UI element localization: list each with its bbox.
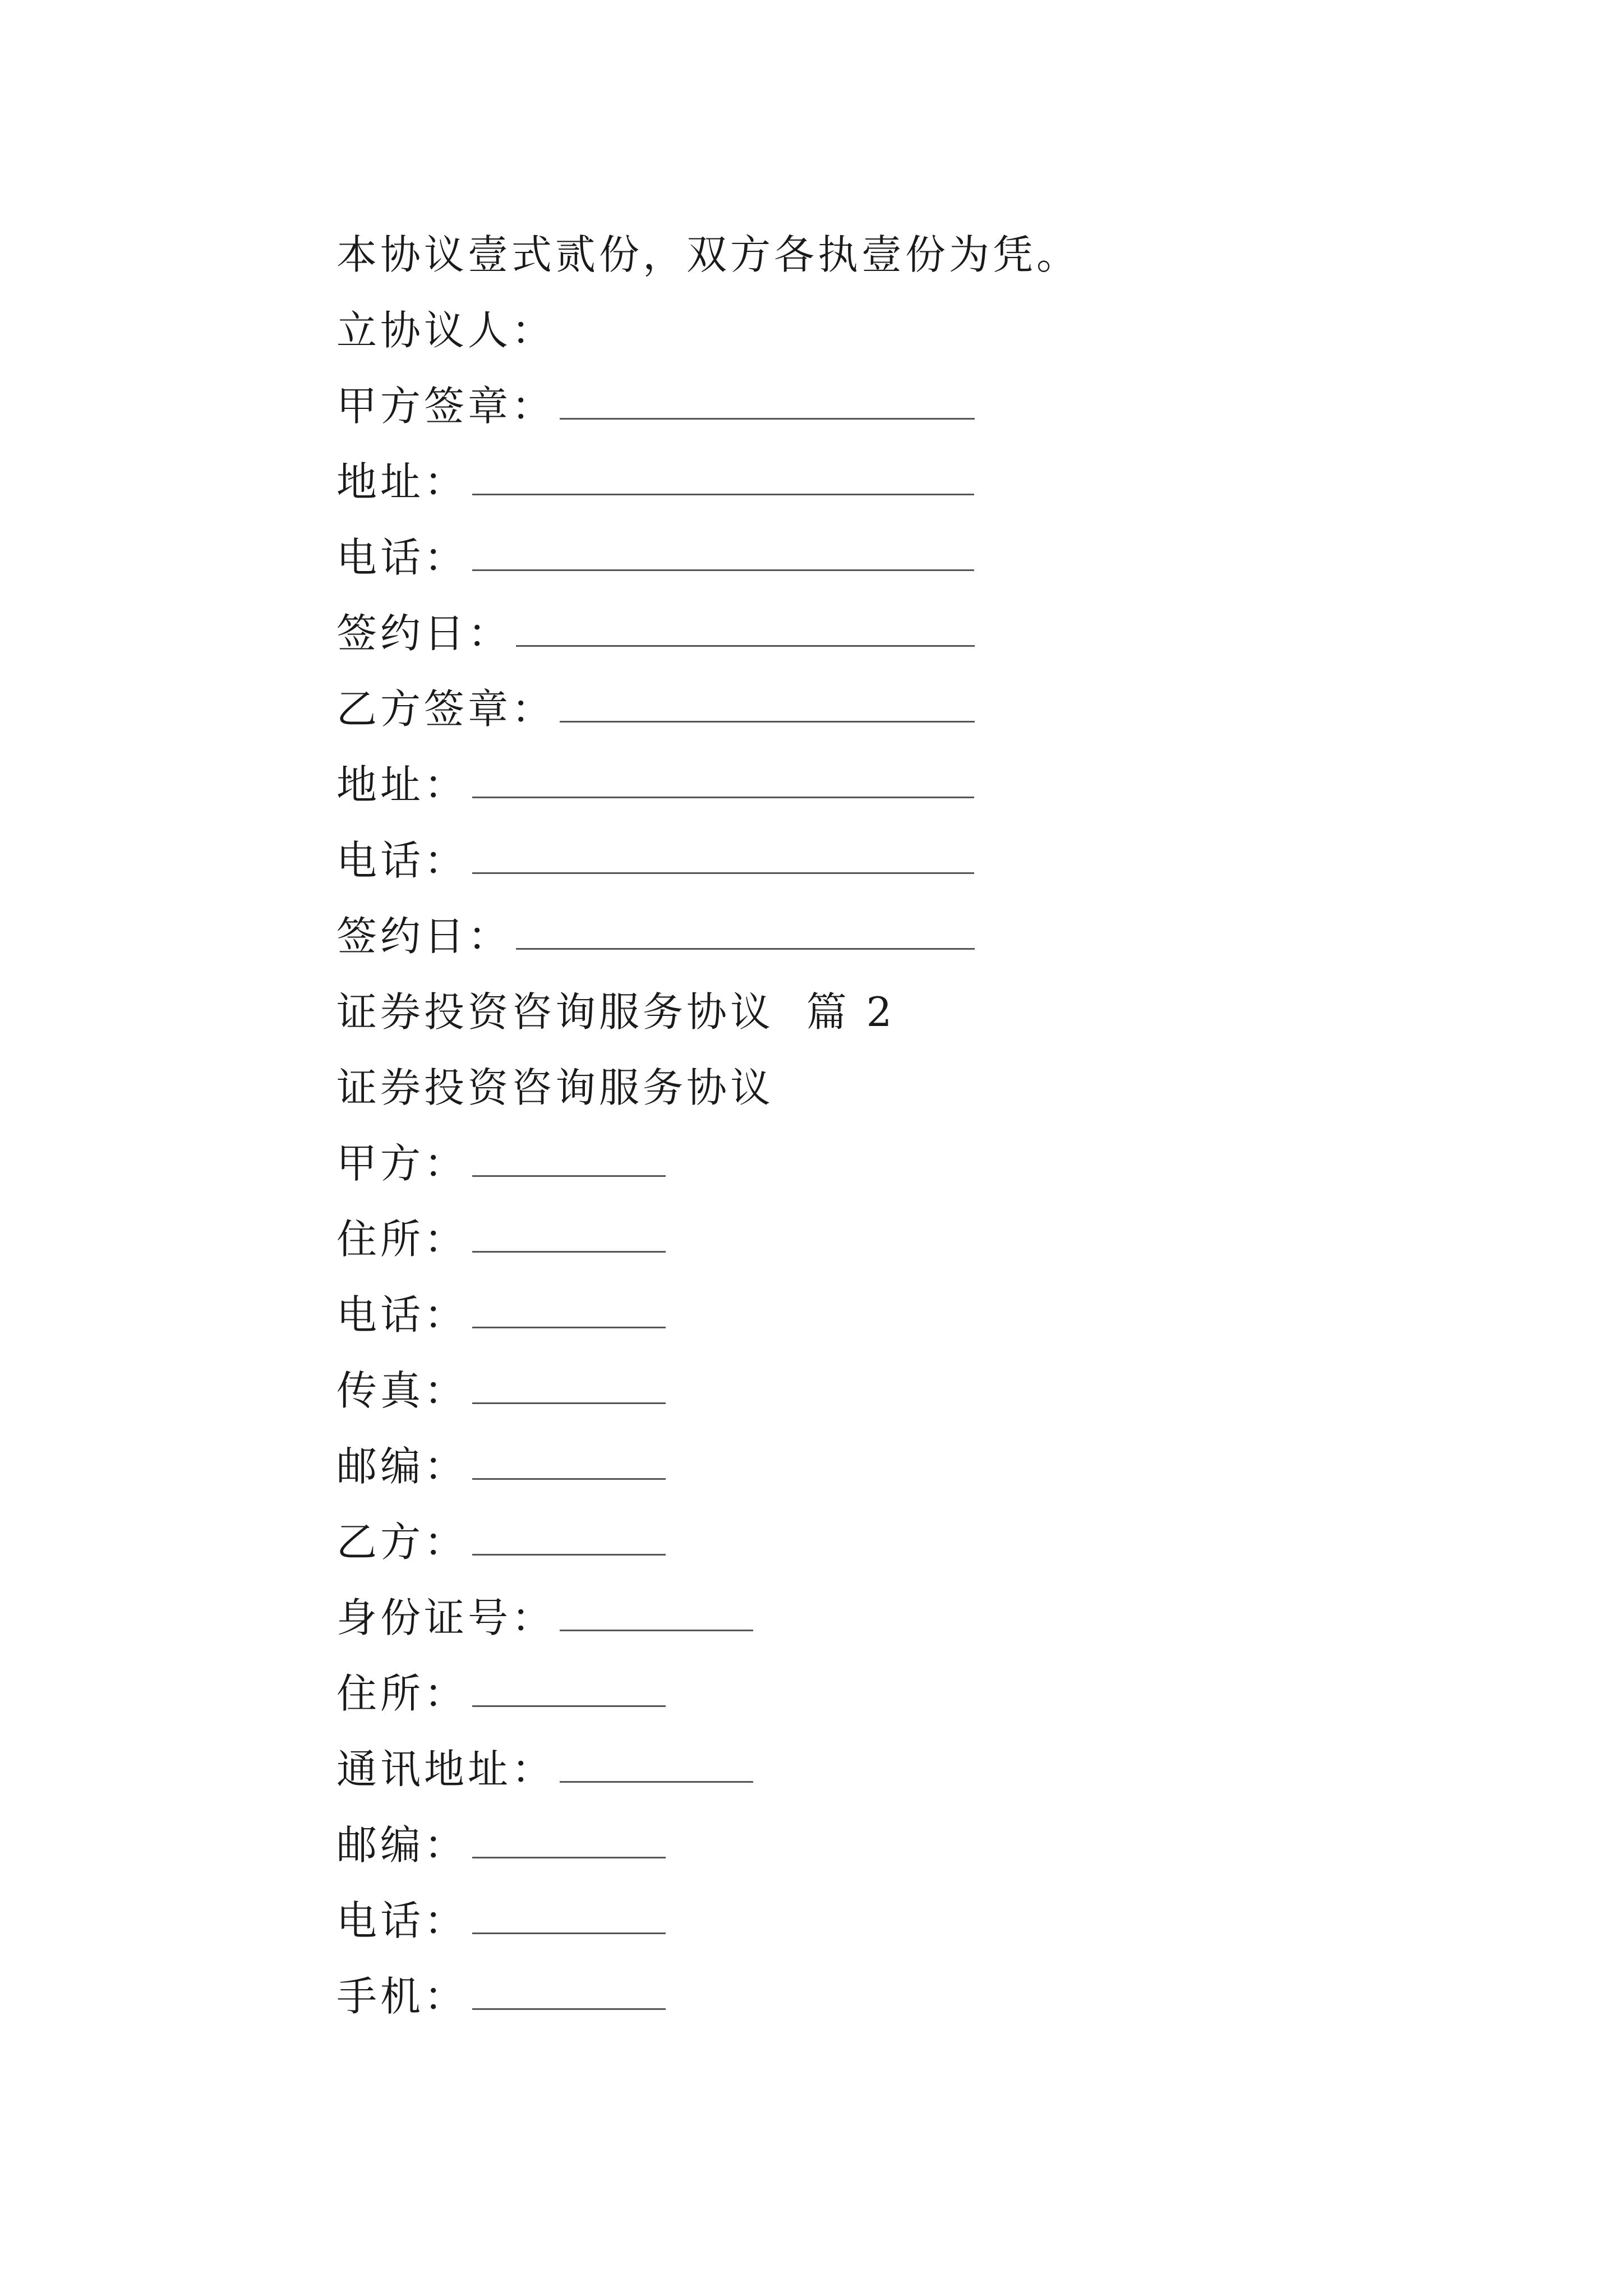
party-b-signature-label: 乙方签章： — [336, 685, 556, 733]
party-a-residence-row — [336, 1198, 666, 1263]
party-a-signature-label: 甲方签章： — [336, 383, 556, 430]
party-a-phone-label: 电话： — [336, 534, 468, 581]
party-a-phone-blank[interactable] — [472, 569, 974, 571]
party-b-id-row — [336, 1576, 753, 1641]
section-heading-2 — [336, 970, 896, 1036]
party-b-blank[interactable] — [472, 1554, 666, 1556]
section-heading-text: 证券投资咨询服务协议 篇 2 — [336, 988, 896, 1036]
party-b-date-blank[interactable] — [516, 948, 975, 950]
party-a-address-row — [336, 440, 974, 505]
party-a-signature-blank[interactable] — [560, 418, 975, 420]
party-b-label: 乙方： — [336, 1519, 468, 1566]
party-a-info-phone-label: 电话： — [336, 1291, 468, 1338]
party-a-fax-label: 传真： — [336, 1367, 468, 1414]
party-b-id-blank[interactable] — [560, 1630, 753, 1631]
party-b-postcode-blank[interactable] — [472, 1857, 666, 1858]
party-a-phone-row — [336, 516, 974, 581]
party-b-mailing-label: 通讯地址： — [336, 1746, 556, 1793]
party-a-postcode-row — [336, 1425, 666, 1490]
party-b-mobile-row — [336, 1955, 666, 2020]
party-a-info-phone-blank[interactable] — [472, 1327, 666, 1328]
party-b-residence-label: 住所： — [336, 1670, 468, 1717]
party-b-id-label: 身份证号： — [336, 1594, 556, 1641]
party-b-address-label: 地址： — [336, 761, 468, 808]
party-a-address-blank[interactable] — [472, 494, 974, 495]
party-a-residence-label: 住所： — [336, 1216, 468, 1263]
party-a-signature-row — [336, 365, 975, 430]
party-a-date-label: 签约日： — [336, 610, 512, 657]
party-b-address-row — [336, 743, 974, 808]
party-b-date-row — [336, 895, 975, 960]
party-a-fax-blank[interactable] — [472, 1402, 666, 1404]
party-b-phone-row — [336, 819, 974, 884]
party-a-info-phone-row — [336, 1273, 666, 1338]
party-b-phone-blank[interactable] — [472, 872, 974, 874]
party-b-phone-label: 电话： — [336, 837, 468, 884]
party-b-signature-blank[interactable] — [560, 721, 975, 723]
signatories-text: 立协议人： — [336, 307, 556, 354]
party-a-postcode-label: 邮编： — [336, 1443, 468, 1490]
party-b-postcode-row — [336, 1803, 666, 1869]
party-a-label: 甲方： — [336, 1140, 468, 1187]
document-title-text: 证券投资咨询服务协议 — [336, 1064, 774, 1111]
party-a-residence-blank[interactable] — [472, 1251, 666, 1253]
party-b-row — [336, 1501, 666, 1566]
party-a-row — [336, 1122, 666, 1187]
party-a-postcode-blank[interactable] — [472, 1478, 666, 1480]
party-b-postcode-label: 邮编： — [336, 1821, 468, 1869]
copies-text: 本协议壹式贰份，双方各执壹份为凭。 — [336, 231, 1081, 278]
party-a-address-label: 地址： — [336, 458, 468, 505]
party-b-mailing-blank[interactable] — [560, 1781, 753, 1783]
party-a-date-blank[interactable] — [516, 645, 975, 647]
party-b-mobile-blank[interactable] — [472, 2008, 666, 2010]
party-b-phone-info-blank[interactable] — [472, 1932, 666, 1934]
party-b-signature-row — [336, 668, 975, 733]
party-a-fax-row — [336, 1349, 666, 1414]
party-b-phone-info-row — [336, 1879, 666, 1944]
signatories-label — [336, 289, 556, 354]
party-b-mailing-row — [336, 1728, 753, 1793]
party-a-blank[interactable] — [472, 1175, 666, 1177]
document-title — [336, 1046, 774, 1111]
party-b-phone-info-label: 电话： — [336, 1897, 468, 1944]
party-b-mobile-label: 手机： — [336, 1973, 468, 2020]
party-b-residence-blank[interactable] — [472, 1705, 666, 1707]
party-b-address-blank[interactable] — [472, 797, 974, 798]
copies-statement — [336, 213, 1081, 278]
party-a-date-row — [336, 592, 975, 657]
party-b-residence-row — [336, 1652, 666, 1717]
party-b-date-label: 签约日： — [336, 913, 512, 960]
